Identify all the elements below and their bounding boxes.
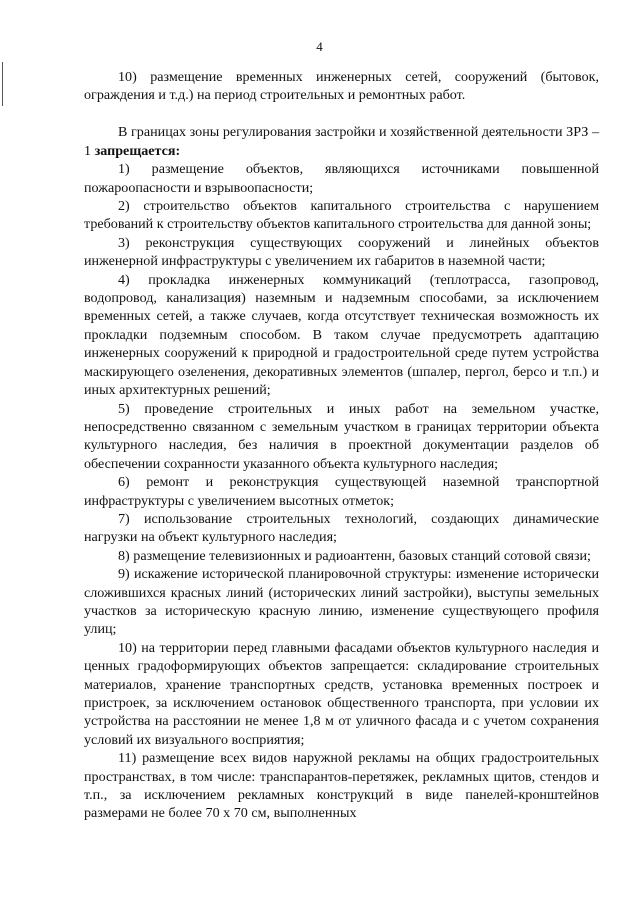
item-number: 1) (118, 161, 130, 178)
paragraph-intro (84, 123, 599, 160)
list-item (84, 565, 599, 639)
item-text: строительство объектов капитального строительства с нарушением требований к строительству объектов капитального строительства для данной зоны; (84, 198, 599, 233)
item-number: 7) (118, 510, 130, 527)
item-number: 6) (118, 474, 130, 491)
item-text: ремонт и реконструкция существующей наземной транспортной инфраструктуры с увеличением высотных отметок; (84, 474, 599, 509)
item-number: 10) (118, 639, 137, 656)
document-body (84, 68, 599, 823)
list-item (84, 749, 599, 823)
item-text: размещение объектов, являющихся источниками повышенной пожароопасности и взрывоопасности; (84, 161, 599, 196)
list-item (84, 473, 599, 510)
intro-text: В границах зоны регулирования застройки и хозяйственной деятельности ЗРЗ – 1 (84, 124, 599, 159)
item-number: 4) (118, 271, 130, 288)
item-text: искажение исторической планировочной структуры: изменение исторически сложившихся красных линий (исторических линий застройки), выступы земельных участков за историческую красную линию, изменение существующего профиля улиц; (84, 566, 599, 638)
list-item (84, 160, 599, 197)
list-item (84, 547, 599, 565)
item-text: размещение телевизионных и радиоантенн, базовых станций сотовой связи; (133, 547, 591, 564)
list-item (84, 271, 599, 400)
margin-line (2, 62, 3, 106)
item-number: 5) (118, 400, 130, 417)
prohibitions-list (84, 160, 599, 823)
list-item (84, 197, 599, 234)
page-number: 4 (316, 39, 323, 54)
item-number: 10) (118, 69, 137, 85)
item-text: проведение строительных и иных работ на земельном участке, непосредственно связанном с земельным участком в границах территории объекта культурного наследия, без наличия в проектной документации разделов об обеспечении сохранности указанного объекта культурного наследия; (84, 400, 599, 472)
paragraph-first-item (84, 68, 599, 105)
item-text: прокладка инженерных коммуникаций (теплотрасса, газопровод, водопровод, канализация) наземным и надземным способами, за исключением временных сетей, а также случаев, когда отсутствует техническая возможность их прокладки подземным способом. В таком случае предусмотреть адаптацию инженерных сооружений к природной и градостроительной среде путем устройства маскирующего озеленения, декоративных элементов (шпалер, пергол, берсо и т.п.) и иных архитектурных решений; (84, 271, 599, 399)
item-text: реконструкция существующих сооружений и линейных объектов инженерной инфраструктуры с увеличением их габаритов в наземной части; (84, 234, 599, 270)
item-text: размещение временных инженерных сетей, сооружений (бытовок, ограждения и т.д.) на период строительных и ремонтных работ. (84, 69, 599, 104)
item-number: 9) (118, 566, 130, 583)
item-text: размещение всех видов наружной рекламы на общих градостроительных пространствах, в том числе: транспарантов-перетяжек, рекламных щитов, стендов и т.п., за исключением рекламных конструкций в виде панелей-кронштейнов размерами не более 70 х 70 см, выполненных (84, 750, 600, 822)
item-number: 2) (118, 198, 130, 215)
item-number: 11) (118, 750, 137, 767)
intro-bold-text: запрещается: (94, 142, 181, 159)
item-number: 8) (118, 547, 130, 564)
item-number: 3) (118, 234, 130, 251)
list-item (84, 400, 599, 474)
list-item (84, 639, 599, 749)
list-item (84, 510, 599, 547)
list-item (84, 234, 599, 271)
item-text: на территории перед главными фасадами объектов культурного наследия и ценных градоформирующих объектов запрещается: складирование строительных материалов, хранение транспортных средств, установка временных построек и пристроек, за исключением остановок общественного транспорта, при условии их устройства на расстоянии не менее 1,8 м от уличного фасада и с учетом сохранения условий их визуального восприятия; (84, 639, 599, 748)
item-text: использование строительных технологий, создающих динамические нагрузки на объект культурного наследия; (84, 510, 599, 546)
